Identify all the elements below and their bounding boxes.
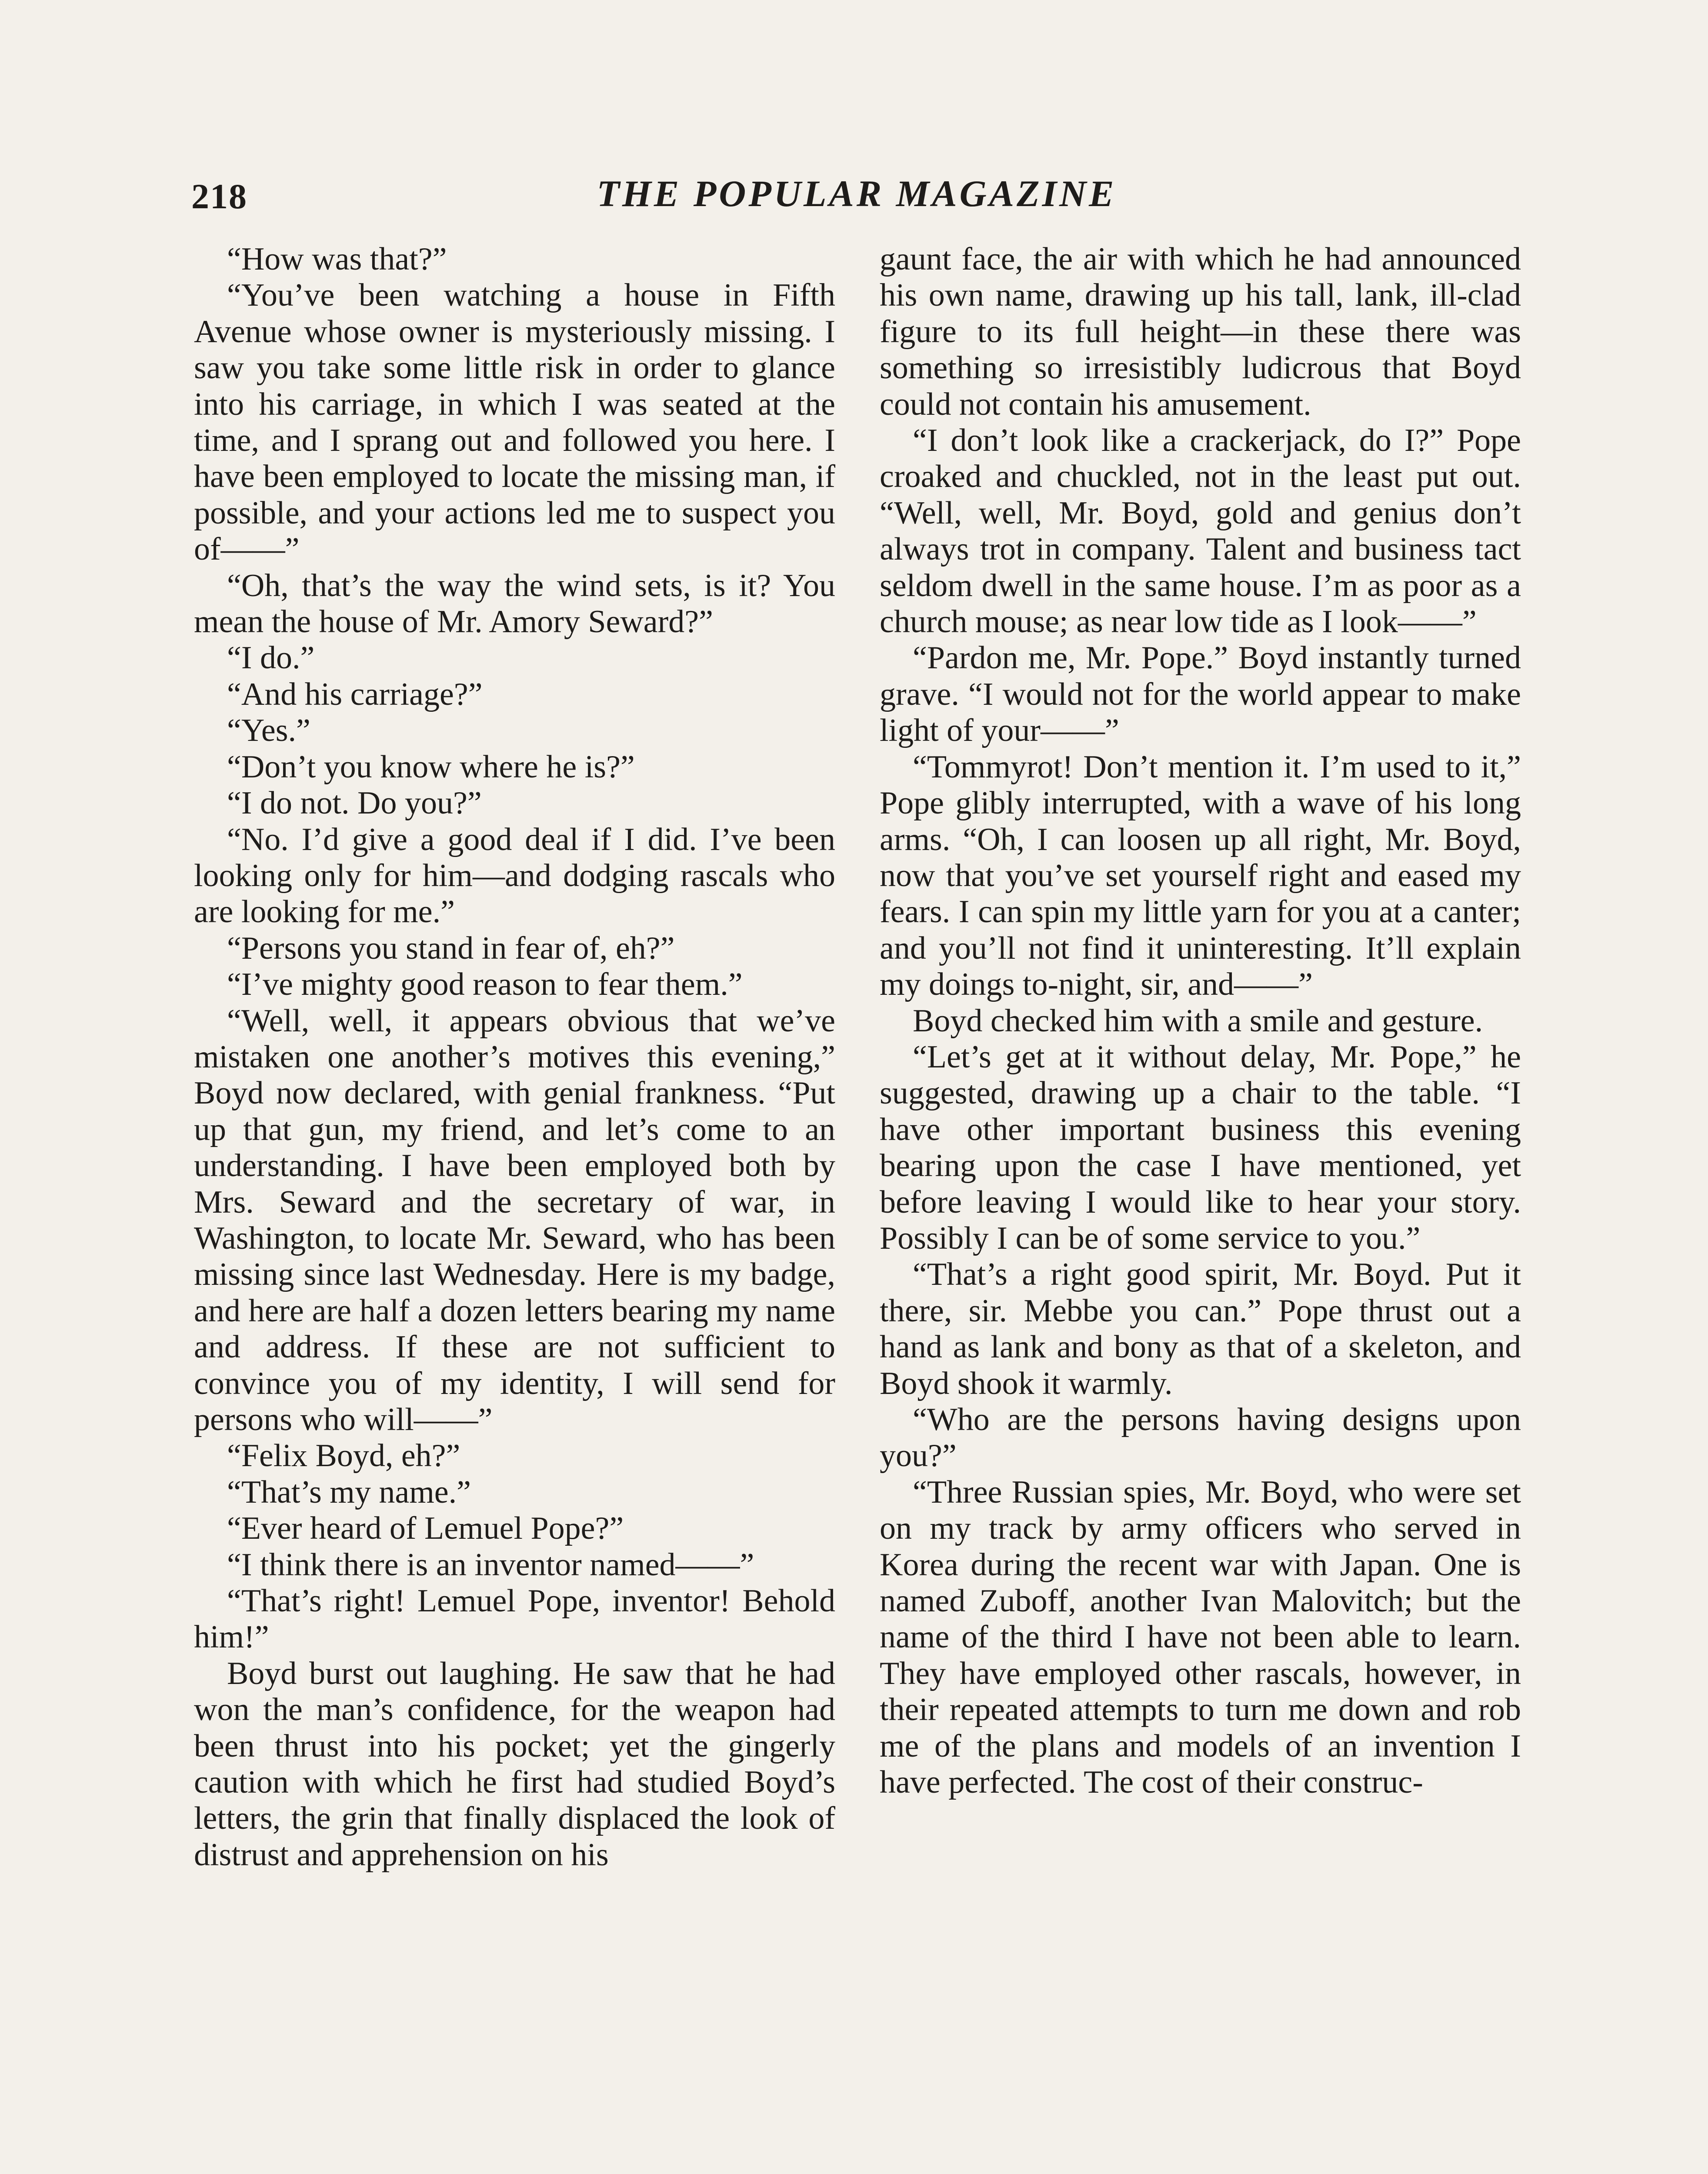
- paragraph: “I do not. Do you?”: [227, 785, 482, 821]
- paragraph: “I don’t look like a crackerjack, do I?” Pope croaked and chuckled, not in the least put out. “Well, well, Mr. Boyd, gold and genius don’t always trot in company. Talent and business tact seldom dwell in the same house. I’m as poor as a church mouse; as near low tide as I look——”: [880, 423, 1521, 640]
- paragraph: “Who are the persons having designs upon you?”: [880, 1402, 1521, 1474]
- magazine-title: THE POPULAR MAGAZINE: [597, 173, 1117, 214]
- paragraph: “Don’t you know where he is?”: [227, 749, 635, 785]
- paragraph: “Three Russian spies, Mr. Boyd, who were set on my track by army officers who served in Korea during the recent war with Japan. One is named Zuboff, another Ivan Malovitch; but the name of the third I have not been able to learn. They have employed other rascals, however, in their repeated attempts to turn me down and rob me of the plans and models of an invention I have perfected. The cost of their construc-: [880, 1474, 1521, 1801]
- paragraph: “Tommyrot! Don’t mention it. I’m used to it,” Pope glibly interrupted, with a wave of his long arms. “Oh, I can loosen up all right, Mr. Boyd, now that you’ve set yourself right and eased my fears. I can spin my little yarn for you at a canter; and you’ll not find it uninteresting. It’ll explain my doings to-night, sir, and——”: [880, 749, 1521, 1003]
- paragraph: “Let’s get at it without delay, Mr. Pope,” he suggested, drawing up a chair to the table. “I have other important business this evening bearing upon the case I have mentioned, yet before leaving I would like to hear your story. Possibly I can be of some service to you.”: [880, 1039, 1521, 1256]
- page-number: 218: [191, 177, 247, 216]
- paragraph: “I’ve mighty good reason to fear them.”: [227, 967, 743, 1003]
- paragraph: “No. I’d give a good deal if I did. I’ve been looking only for him—and dodging rascals who are looking for me.”: [194, 821, 835, 930]
- paragraph: “Ever heard of Lemuel Pope?”: [227, 1510, 624, 1547]
- paragraph: “Pardon me, Mr. Pope.” Boyd instantly turned grave. “I would not for the world appear to make light of your——”: [880, 640, 1521, 749]
- paragraph: gaunt face, the air with which he had announced his own name, drawing up his tall, lank, ill-clad figure to its full height—in these there was something so irresistibly ludicrous that Boyd could not contain his amusement.: [880, 241, 1521, 422]
- paragraph: “Yes.”: [227, 713, 310, 749]
- right-text-column: [880, 241, 1521, 1801]
- paragraph: “How was that?”: [227, 241, 447, 277]
- paragraph: “Well, well, it appears obvious that we’ve mistaken one another’s motives this evening,” Boyd now declared, with genial frankness. “Put up that gun, my friend, and let’s come to an understanding. I have been employed both by Mrs. Seward and the secretary of war, in Washington, to locate Mr. Seward, who has been missing since last Wednesday. Here is my badge, and here are half a dozen letters bearing my name and address. If these are not sufficient to convince you of my identity, I will send for persons who will——”: [194, 1003, 835, 1437]
- paragraph: “That’s my name.”: [227, 1474, 471, 1510]
- paragraph: “You’ve been watching a house in Fifth Avenue whose owner is mysteriously missing. I saw you take some little risk in order to glance into his carriage, in which I was seated at the time, and I sprang out and followed you here. I have been employed to locate the missing man, if possible, and your actions led me to suspect you of——”: [194, 277, 835, 567]
- left-text-column: [194, 241, 835, 1873]
- page-header: [191, 172, 1522, 220]
- paragraph: “Oh, that’s the way the wind sets, is it? You mean the house of Mr. Amory Seward?”: [194, 567, 835, 640]
- paragraph: “That’s right! Lemuel Pope, inventor! Behold him!”: [194, 1583, 835, 1655]
- paragraph: “And his carriage?”: [227, 676, 483, 712]
- paragraph: “I think there is an inventor named——”: [227, 1547, 754, 1583]
- paragraph: “Felix Boyd, eh?”: [227, 1438, 460, 1474]
- paragraph: “I do.”: [227, 640, 315, 676]
- paragraph: Boyd checked him with a smile and gesture.: [913, 1003, 1483, 1039]
- paragraph: Boyd burst out laughing. He saw that he had won the man’s confidence, for the weapon had been thrust into his pocket; yet the gingerly caution with which he first had studied Boyd’s letters, the grin that finally displaced the look of distrust and apprehension on his: [194, 1655, 835, 1873]
- paragraph: “That’s a right good spirit, Mr. Boyd. Put it there, sir. Mebbe you can.” Pope thrust out a hand as lank and bony as that of a skeleton, and Boyd shook it warmly.: [880, 1257, 1521, 1401]
- paragraph: “Persons you stand in fear of, eh?”: [227, 930, 675, 966]
